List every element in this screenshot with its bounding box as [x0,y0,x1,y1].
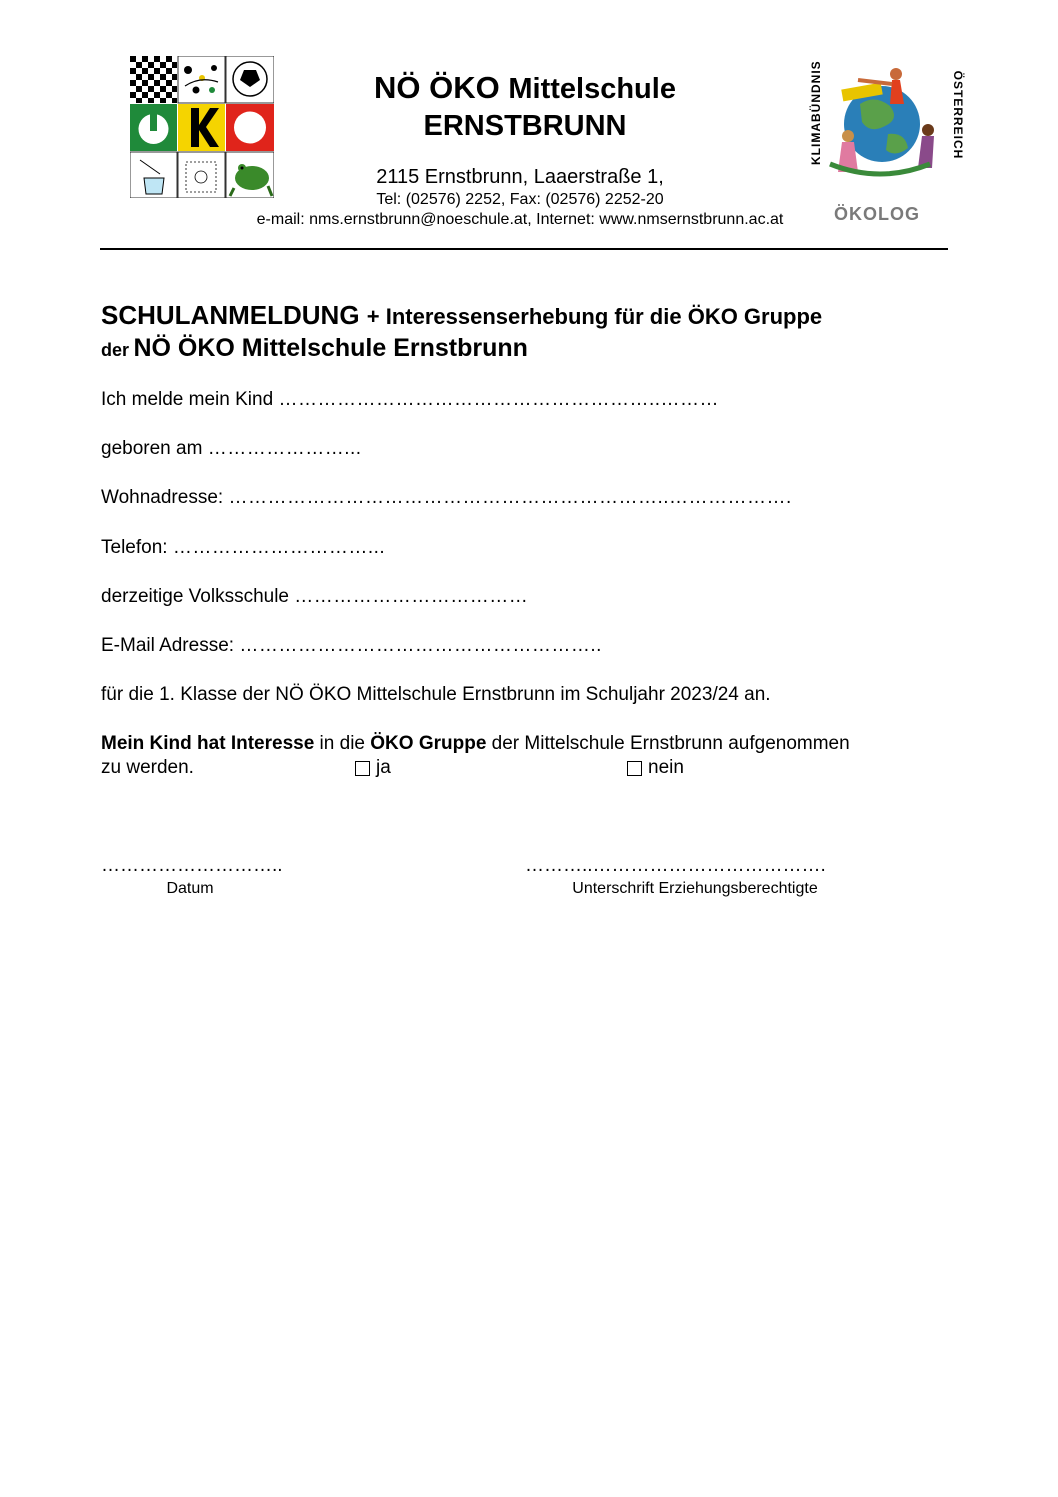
logo-letter-oe [130,104,177,151]
school-address: 2115 Ernstbrunn, Laaerstraße 1, [376,166,664,188]
fill-in-dots[interactable]: …………………………………………………………..………………. [228,487,792,508]
soccer-ball-tile [226,56,274,103]
field-home-address[interactable] [101,487,792,509]
form-heading-main: SCHULANMELDUNG [101,300,360,330]
oesterreich-text: ÖSTERREICH [951,70,965,160]
signature-label: Unterschrift Erziehungsberechtigte [572,880,818,897]
school-name-type: Mittelschule [508,73,676,105]
option-no[interactable] [627,757,684,779]
school-phone: Tel: (02576) 2252, Fax: (02576) 2252-20 [376,191,664,208]
date-line[interactable]: ……………………….. [101,855,283,876]
field-primary-school[interactable] [101,586,528,608]
interest-statement-end: zu werden. [101,757,194,778]
fill-in-dots[interactable]: …………………………………………………..……… [278,389,719,410]
field-label: Telefon: [101,537,168,558]
field-label: Wohnadresse: [101,487,224,508]
checkbox-no[interactable] [627,761,642,776]
fill-in-dots[interactable]: ……………………………… [294,586,529,607]
checkerboard-tile [130,56,177,103]
field-label: Ich melde mein Kind [101,389,274,410]
school-contact: e-mail: nms.ernstbrunn@noeschule.at, Internet: www.nmsernstbrunn.ac.at [256,211,784,228]
interest-text: in die [314,733,371,754]
logo-letter-o [226,104,274,151]
option-yes-label: ja [376,757,391,778]
interest-statement [101,733,850,755]
logo-letter-k [178,104,225,151]
music-notes-tile [178,56,225,103]
field-label: derzeitige Volksschule [101,586,289,607]
form-heading [101,300,822,331]
header-divider [100,248,948,250]
interest-bold-phrase: Mein Kind hat Interesse [101,733,315,754]
signature-line[interactable]: ………..………………………………. [525,855,826,876]
form-heading-sub: + Interessenserhebung für die ÖKO Gruppe [366,304,823,329]
checkbox-yes[interactable] [355,761,370,776]
school-name-line2: ERNSTBRUNN [423,110,627,142]
fill-in-dots[interactable]: …………………………... [172,537,386,558]
field-email[interactable] [101,635,602,657]
field-label: E-Mail Adresse: [101,635,235,656]
interest-text-rest: der Mittelschule Ernstbrunn aufgenommen [486,733,850,754]
form-subheading-school: NÖ ÖKO Mittelschule Ernstbrunn [133,334,528,362]
option-yes[interactable] [355,757,391,779]
fill-in-dots[interactable]: ……………………………………………….. [239,635,602,656]
school-name-oeko: NÖ ÖKO [374,70,500,105]
field-birth-date[interactable] [101,438,362,460]
option-no-label: nein [648,757,684,778]
sketch-tile [178,152,225,198]
field-label: geboren am [101,438,203,459]
klimabuendnis-text: KLIMABÜNDNIS [809,60,823,165]
water-glass-tile [130,152,177,198]
klimabuendnis-oekolog-logo [800,60,965,232]
oekolog-text: ÖKOLOG [834,204,920,224]
date-label: Datum [166,880,214,897]
form-subheading [101,334,528,363]
form-subheading-prefix: der [101,340,130,360]
fill-in-dots[interactable]: …………………... [207,438,362,459]
interest-group-name: ÖKO Gruppe [370,733,487,754]
class-sentence: für die 1. Klasse der NÖ ÖKO Mittelschule Ernstbrunn im Schuljahr 2023/24 an. [101,684,771,705]
field-child-name[interactable] [101,389,719,411]
field-phone[interactable] [101,537,385,559]
school-name-line1 [300,70,750,106]
